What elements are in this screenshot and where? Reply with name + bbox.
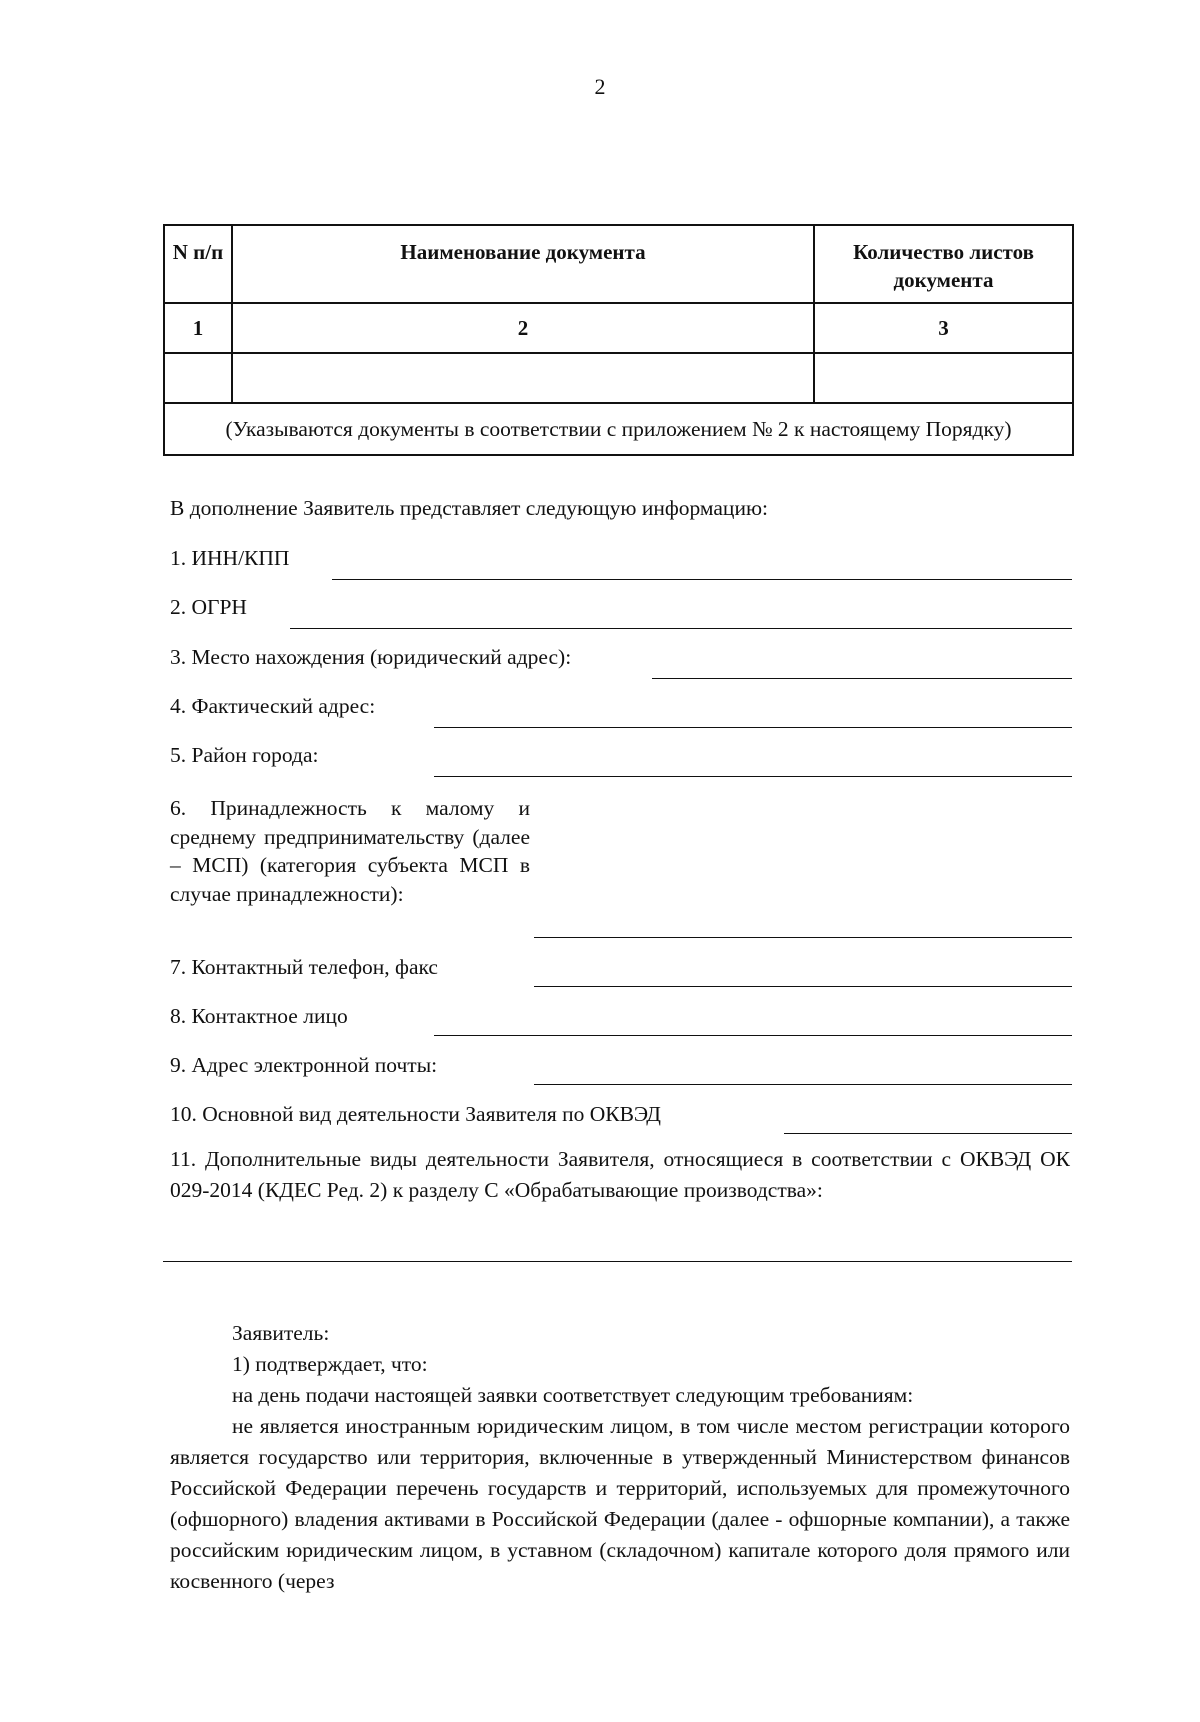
declaration-section	[170, 1318, 1070, 1597]
field-contact-person-line	[434, 1035, 1072, 1036]
empty-cell	[164, 353, 232, 403]
page-number: 2	[594, 74, 606, 99]
numbering-cell: 1	[164, 303, 232, 353]
field-okved-label: 10. Основной вид деятельности Заявителя по ОКВЭД	[170, 1102, 661, 1126]
numbering-cell: 3	[814, 303, 1073, 353]
empty-cell	[814, 353, 1073, 403]
field-email-label: 9. Адрес электронной почты:	[170, 1053, 438, 1077]
field-additional-activities-label: 11. Дополнительные виды деятельности Заявителя, относящиеся в соответствии с ОКВЭД ОК 029-2014 (КДЕС Ред. 2) к разделу С «Обрабатывающие производства»:	[170, 1147, 1070, 1202]
table-header-row	[164, 225, 1073, 303]
field-inn-kpp-line	[332, 579, 1072, 580]
field-district-label: 5. Район города:	[170, 743, 319, 767]
table-numbering-row	[164, 303, 1073, 353]
field-phone-label: 7. Контактный телефон, факс	[170, 955, 438, 979]
field-phone-line	[534, 986, 1072, 987]
header-number: N п/п	[164, 225, 232, 303]
declaration-offshore: не является иностранным юридическим лицом, в том числе местом регистрации которого является государство или территория, включенные в утвержденный Министерством финансов Российской Федерации перечень государств и территорий, используемых для промежуточного (офшорного) владения активами в Российской Федерации (далее - офшорные компании), а также российским юридическим лицом, в уставном (складочном) капитале которого доля прямого или косвенного (через	[170, 1414, 1070, 1593]
table-empty-row	[164, 353, 1073, 403]
declaration-item-1: 1) подтверждает, что:	[232, 1352, 428, 1376]
field-inn-kpp-label: 1. ИНН/КПП	[170, 546, 290, 570]
field-district-line	[434, 776, 1072, 777]
header-sheet-count: Количество листов документа	[814, 225, 1073, 303]
field-actual-address-line	[434, 727, 1072, 728]
field-additional-activities-line	[163, 1261, 1072, 1262]
field-legal-address-line	[652, 678, 1072, 679]
field-legal-address-label: 3. Место нахождения (юридический адрес):	[170, 645, 572, 669]
declaration-applicant: Заявитель:	[232, 1321, 330, 1345]
numbering-cell: 2	[232, 303, 814, 353]
empty-cell	[232, 353, 814, 403]
intro-text: В дополнение Заявитель представляет следующую информацию:	[170, 496, 768, 520]
field-contact-person-label: 8. Контактное лицо	[170, 1004, 348, 1028]
field-sme-label: 6. Принадлежность к малому и среднему предпринимательству (далее – МСП) (категория субъекта МСП в случае принадлежности):	[170, 796, 530, 906]
field-sme-line	[534, 937, 1072, 938]
table-note-row	[164, 403, 1073, 455]
documents-table	[163, 224, 1074, 456]
field-actual-address-label: 4. Фактический адрес:	[170, 694, 376, 718]
field-ogrn-line	[290, 628, 1072, 629]
field-ogrn-label: 2. ОГРН	[170, 595, 247, 619]
table-note: (Указываются документы в соответствии с приложением № 2 к настоящему Порядку)	[164, 403, 1073, 455]
header-document-name: Наименование документа	[232, 225, 814, 303]
field-email-line	[534, 1084, 1072, 1085]
declaration-date-line: на день подачи настоящей заявки соответствует следующим требованиям:	[232, 1383, 914, 1407]
field-okved-line	[784, 1133, 1072, 1134]
